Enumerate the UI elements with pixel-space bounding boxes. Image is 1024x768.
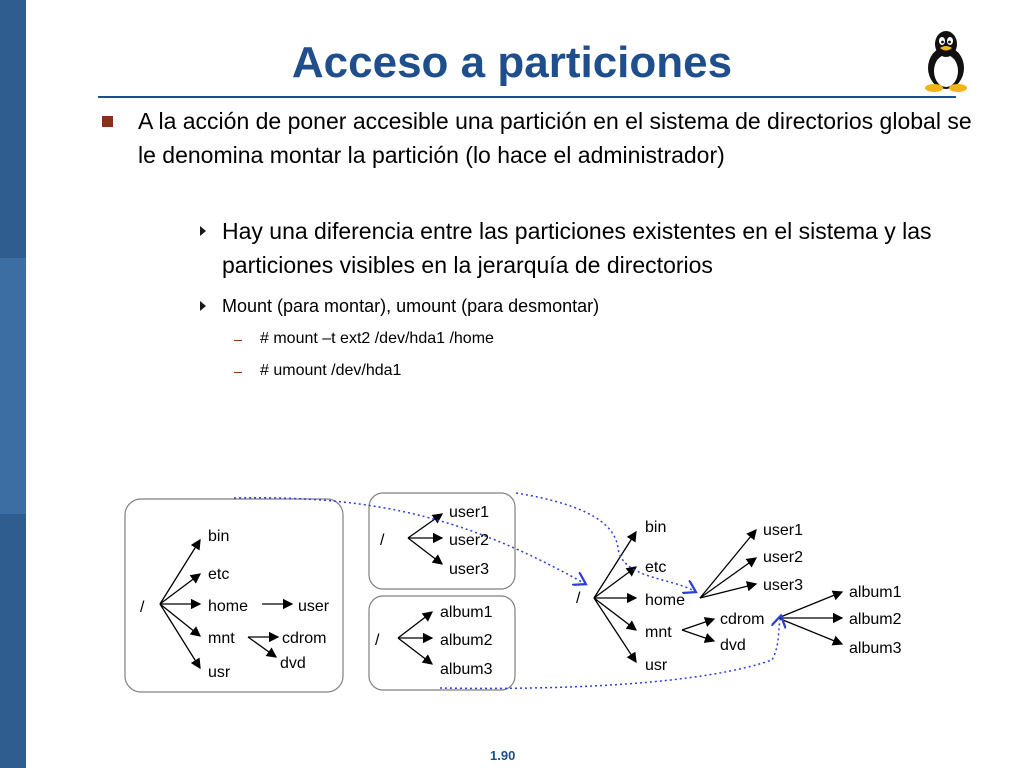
tree-node: cdrom xyxy=(282,630,327,647)
tree-node: / xyxy=(375,632,380,649)
tree-node: home xyxy=(208,598,249,615)
bullet-level1-text: A la acción de poner accesible una partición en el sistema de directorios global se le denomina montar la partición (lo hace el administrador) xyxy=(138,108,972,168)
tree-node: usr xyxy=(208,664,231,681)
tree-node: user3 xyxy=(449,561,490,578)
tree-node: bin xyxy=(208,528,230,545)
tree-node: user xyxy=(298,598,330,615)
slide-title: Acceso a particiones xyxy=(291,38,733,87)
tree-node: user2 xyxy=(449,532,490,549)
tree-node: user3 xyxy=(763,577,804,594)
mount-link-root xyxy=(234,498,582,582)
system-tree-box xyxy=(125,499,343,692)
tree-node: album3 xyxy=(849,640,902,657)
tree-node: home xyxy=(645,592,686,609)
tree-node: etc xyxy=(208,566,230,583)
tree-node: album3 xyxy=(440,661,493,678)
page-number: 1.90 xyxy=(490,748,516,763)
bullet-level2-text: Hay una diferencia entre las particiones existentes en el sistema y las particiones visibles en la jerarquía de directorios xyxy=(222,218,932,278)
tree-node: album2 xyxy=(440,632,493,649)
tree-node: mnt xyxy=(208,630,235,647)
mount-link-cdrom xyxy=(440,620,780,688)
tree-node: album1 xyxy=(849,584,902,601)
tree-node: dvd xyxy=(720,637,746,654)
command-text: # mount –t ext2 /dev/hda1 /home xyxy=(260,330,494,347)
tree-node: / xyxy=(380,532,385,549)
tree-node: album2 xyxy=(849,611,902,628)
home-partition-box xyxy=(369,493,515,589)
tree-node: / xyxy=(576,590,581,607)
bullet-level2-text: Mount (para montar), umount (para desmontar) xyxy=(222,296,600,316)
tree-node: user2 xyxy=(763,549,804,566)
tree-node: bin xyxy=(645,519,667,536)
tree-node: user1 xyxy=(449,504,490,521)
tree-node: album1 xyxy=(440,604,493,621)
tree-node: mnt xyxy=(645,624,672,641)
tree-node: dvd xyxy=(280,655,306,672)
tree-node: / xyxy=(140,599,145,616)
command-text: # umount /dev/hda1 xyxy=(260,362,402,379)
tree-node: etc xyxy=(645,559,667,576)
tree-node: usr xyxy=(645,657,668,674)
tree-node: cdrom xyxy=(720,611,765,628)
tree-node: user1 xyxy=(763,522,804,539)
